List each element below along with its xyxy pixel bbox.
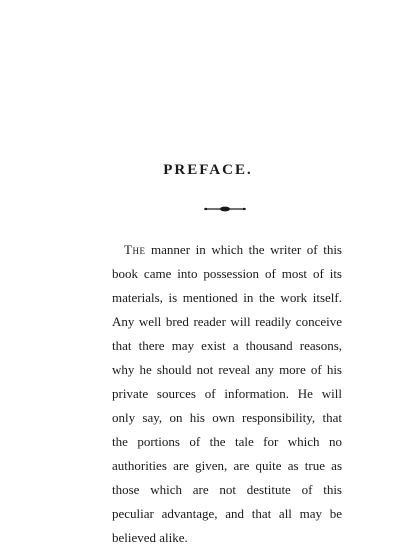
- text-line-8: only say, on his own responsibility, that: [112, 410, 342, 425]
- text-line-4: Any well bred reader will readily conceive: [112, 314, 342, 329]
- text-line-7: private sources of information. He will: [112, 386, 342, 401]
- text-line-12: peculiar advantage, and that all may be: [112, 506, 342, 521]
- preface-text: [112, 238, 342, 550]
- first-word: The: [124, 242, 146, 257]
- fleuron-rule-icon: [203, 204, 247, 214]
- text-line-1: The manner in which the writer of this: [124, 242, 342, 257]
- page-heading: PREFACE.: [163, 162, 253, 178]
- text-line-11: those which are not destitute of this: [112, 482, 342, 497]
- text-line-5: that there may exist a thousand reasons,: [112, 338, 342, 353]
- text-line-9: the portions of the tale for which no: [112, 434, 342, 449]
- text-line-10: authorities are given, are quite as true as: [112, 458, 342, 473]
- text-line-2: book came into possession of most of its: [112, 266, 342, 281]
- text-line-6: why he should not reveal any more of his: [112, 362, 342, 377]
- text-line-3: materials, is mentioned in the work itself.: [112, 290, 342, 305]
- text-line-13: believed alike.: [112, 530, 188, 545]
